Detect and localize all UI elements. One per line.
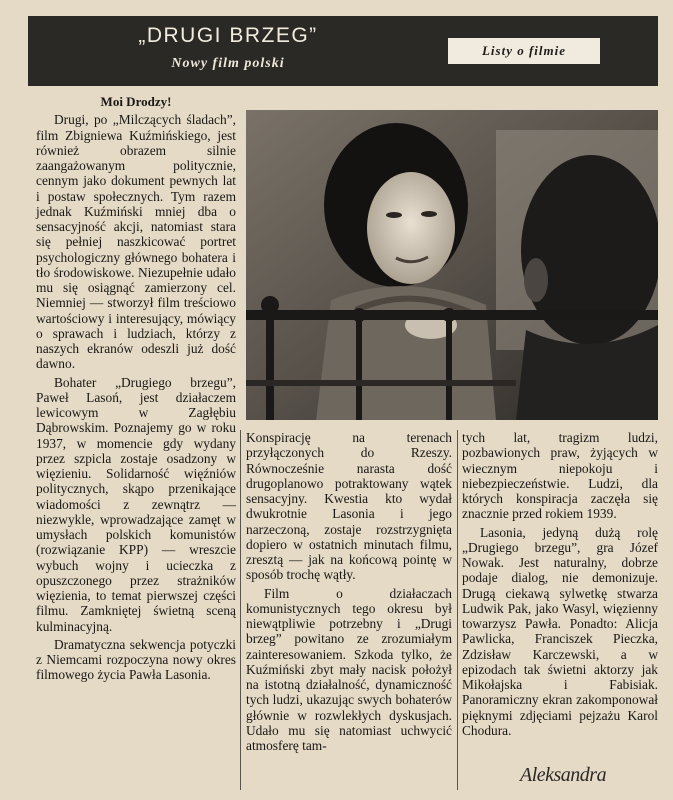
article-subtitle: Nowy film polski <box>171 56 285 71</box>
paragraph: Film o działaczach komunistycznych tego okresu był niewątpliwie potrzebny i „Drugi brzeg” powitano ze zrozumiałym zainteresowaniem. Szkoda tylko, że Kuźmiński zbyt mały nacisk położył na istotną działalność, dynamiczność tych ludzi, ukazując swych bohaterów głównie w rozwlekłych dyskusjach. Udało mu się natomiast uchwycić atmosferę tam- <box>246 585 452 753</box>
article-title: „DRUGI BRZEG” <box>138 24 318 47</box>
paragraph: Drugi, po „Milczących śladach”, film Zbigniewa Kuźmińskiego, jest również obrazem silnie zaangażowanym politycznie, cennym jako dokument pewnych lat i postaw społecznych. Tym razem jednak Kuźmiński mniej dba o sensacyjność akcji, natomiast stara się pełniej naszkicować portret psychologiczny głównego bohatera i tło środowiskowe. Niezupełnie udało mu się osiągnąć zamierzony cel. Niemniej — stworzył film treściowo wartościowy i interesujący, mówiący o sprawach i ludziach, którzy z naszych ekranów odeszli już dość dawno. <box>36 112 236 372</box>
film-still-photo <box>246 110 658 420</box>
paragraph: Konspirację na terenach przyłączonych do Rzeszy. Równocześnie narasta dość drugoplanowo potraktowany wątek sensacyjny. Kwestia kto wydał dwukrotnie Lasonia i jego narzeczoną, zostaje rozstrzygnięta dopiero w ostatnich minutach filmu, zresztą — jak na końcową pointę w sposób trochę wątły. <box>246 430 452 583</box>
paragraph: Dramatyczna sekwencja potyczki z Niemcami rozpoczyna nowy okres filmowego życia Pawła Lasonia. <box>36 636 236 683</box>
paragraph: Lasonia, jedyną dużą rolę „Drugiego brzegu”, gra Józef Nowak. Jest naturalny, dobrze podaje dialog, nie demonizuje. Drugą ciekawą sylwetkę stwarza Ludwik Pak, jako Wasyl, więzienny towarzysz Pawła. Ponadto: Alicja Pawlicka, Franciszek Pieczka, Zdzisław Karczewski, a w epizodach tak świetni aktorzy jak Mikołajska i Fabisiak. Panoramiczny ekran zakomponował pięknymi zdjęciami pejzażu Karol Chodura. <box>462 524 658 738</box>
section-tag: Listy o filmie <box>448 38 600 64</box>
text-column-3 <box>462 430 658 738</box>
text-column-1 <box>36 94 236 683</box>
author-signature: Aleksandra <box>520 764 607 786</box>
header-banner <box>28 16 658 86</box>
salutation: Moi Drodzy! <box>100 94 172 109</box>
column-divider <box>240 430 241 790</box>
column-divider <box>457 430 458 790</box>
text-column-2 <box>246 430 452 753</box>
paragraph: Bohater „Drugiego brzegu”, Paweł Lasoń, jest działaczem lewicowym w Zagłębiu Dąbrowskim. Poznajemy go w roku 1937, w momencie gdy wydany przez szpicla zostaje osadzony w więzieniu. Solidarność więźniów politycznych, skąpo przenikające wiadomości z zewnątrz — niezwykle, wprowadzające zamęt w umysłach polskich komunistów (rozwiązanie KPP) — wreszcie wybuch wojny i ucieczka z opuszczonego przez strażników więzienia, to temat pierwszej części filmu. Zamkniętej świetną sceną kulminacyjną. <box>36 374 236 634</box>
paragraph: tych lat, tragizm ludzi, pozbawionych praw, żyjących w wiecznym niepokoju i niebezpieczeństwie. Ludzi, dla których konspiracja zaczęła się znacznie przed rokiem 1939. <box>462 430 658 522</box>
